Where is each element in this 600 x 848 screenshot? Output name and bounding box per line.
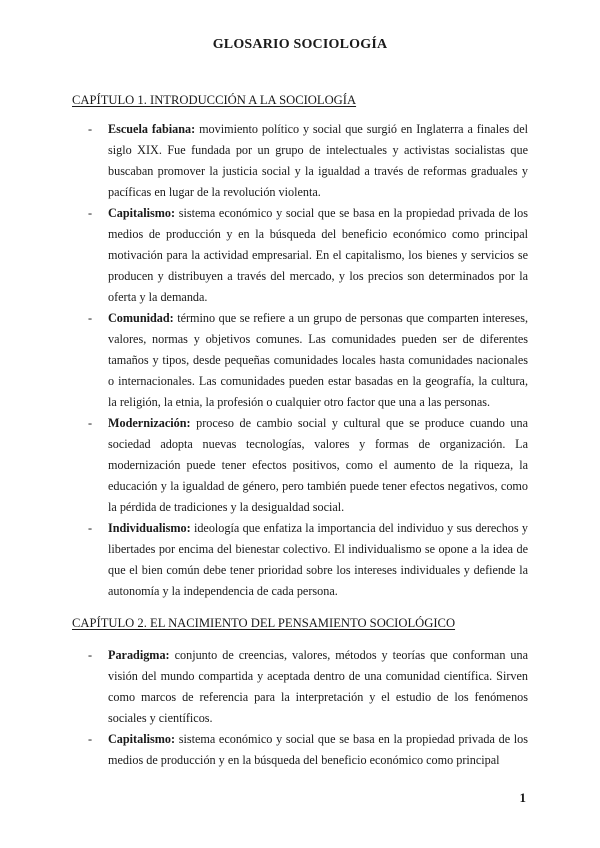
- bullet-dash: -: [88, 122, 93, 136]
- glossary-entry: [0, 413, 600, 518]
- chapter-2-heading: CAPÍTULO 2. EL NACIMIENTO DEL PENSAMIENTO SOCIOLÓGICO: [72, 616, 456, 630]
- bullet-dash: -: [88, 732, 93, 746]
- bullet-dash: -: [88, 311, 93, 325]
- glossary-entry: [0, 308, 600, 413]
- glossary-term: Individualismo:: [108, 521, 191, 535]
- glossary-definition: ideología que enfatiza la importancia del individuo y sus derechos y libertades por encima del bienestar colectivo. El individualismo se opone a la idea de que el bien común debe tener prioridad sobre los intereses individuales y defiende la autonomía y la independencia de cada persona.: [108, 521, 529, 598]
- glossary-entry: [0, 645, 600, 729]
- glossary-definition: sistema económico y social que se basa en la propiedad privada de los medios de producción y en la búsqueda del beneficio económico como principal: [108, 732, 528, 767]
- glossary-entry: [0, 729, 600, 771]
- chapter-1-heading: CAPÍTULO 1. INTRODUCCIÓN A LA SOCIOLOGÍA: [72, 93, 357, 107]
- glossary-definition: conjunto de creencias, valores, métodos y teorías que conforman una visión del mundo compartida y aceptada dentro de una comunidad científica. Sirven como marcos de referencia para la interpretación y el estudio de los fenómenos sociales y científicos.: [108, 648, 529, 725]
- glossary-term: Comunidad:: [108, 311, 174, 325]
- bullet-dash: -: [88, 206, 93, 220]
- glossary-entry: [0, 203, 600, 308]
- glossary-entry: [0, 518, 600, 602]
- bullet-dash: -: [88, 416, 93, 430]
- glossary-definition: proceso de cambio social y cultural que se produce cuando una sociedad adopta nuevas tecnologías, valores y formas de organización. La modernización puede tener efectos positivos, como el aumento de la riqueza, la educación y la igualdad de género, pero también puede tener efectos negativos, como la pérdida de tradiciones y la desigualdad social.: [108, 416, 528, 514]
- glossary-term: Capitalismo:: [108, 206, 176, 220]
- glossary-term: Modernización:: [108, 416, 191, 430]
- bullet-dash: -: [88, 521, 93, 535]
- document-title: GLOSARIO SOCIOLOGÍA: [212, 37, 388, 52]
- glossary-definition: sistema económico y social que se basa en la propiedad privada de los medios de producción y en la búsqueda del beneficio económico como principal motivación para la actividad empresarial. En el capitalismo, los bienes y servicios se producen y distribuyen a través del mercado, y los precios son determinados por la oferta y la demanda.: [108, 206, 528, 304]
- chapter-2-glossary-list: [0, 645, 600, 771]
- glossary-entry: [0, 119, 600, 203]
- glossary-term: Paradigma:: [108, 648, 170, 662]
- glossary-definition: movimiento político y social que surgió en Inglaterra a finales del siglo XIX. Fue fundada por un grupo de intelectuales y activistas socialistas que buscaban promover la justicia social y la igualdad a través de reformas graduales y pacíficas en lugar de la revolución violenta.: [108, 122, 529, 199]
- chapter-1-glossary-list: [0, 119, 600, 602]
- glossary-definition: término que se refiere a un grupo de personas que comparten intereses, valores, normas y objetivos comunes. Las comunidades pueden ser de diferentes tamaños y tipos, desde pequeñas comunidades locales hasta comunidades nacionales o internacionales. Las comunidades pueden estar basadas en la geografía, la cultura, la religión, la etnia, la profesión o cualquier otro factor que una a las personas.: [108, 311, 529, 409]
- page-number: 1: [519, 790, 526, 805]
- glossary-term: Escuela fabiana:: [108, 122, 196, 136]
- glossary-term: Capitalismo:: [108, 732, 176, 746]
- bullet-dash: -: [88, 648, 93, 662]
